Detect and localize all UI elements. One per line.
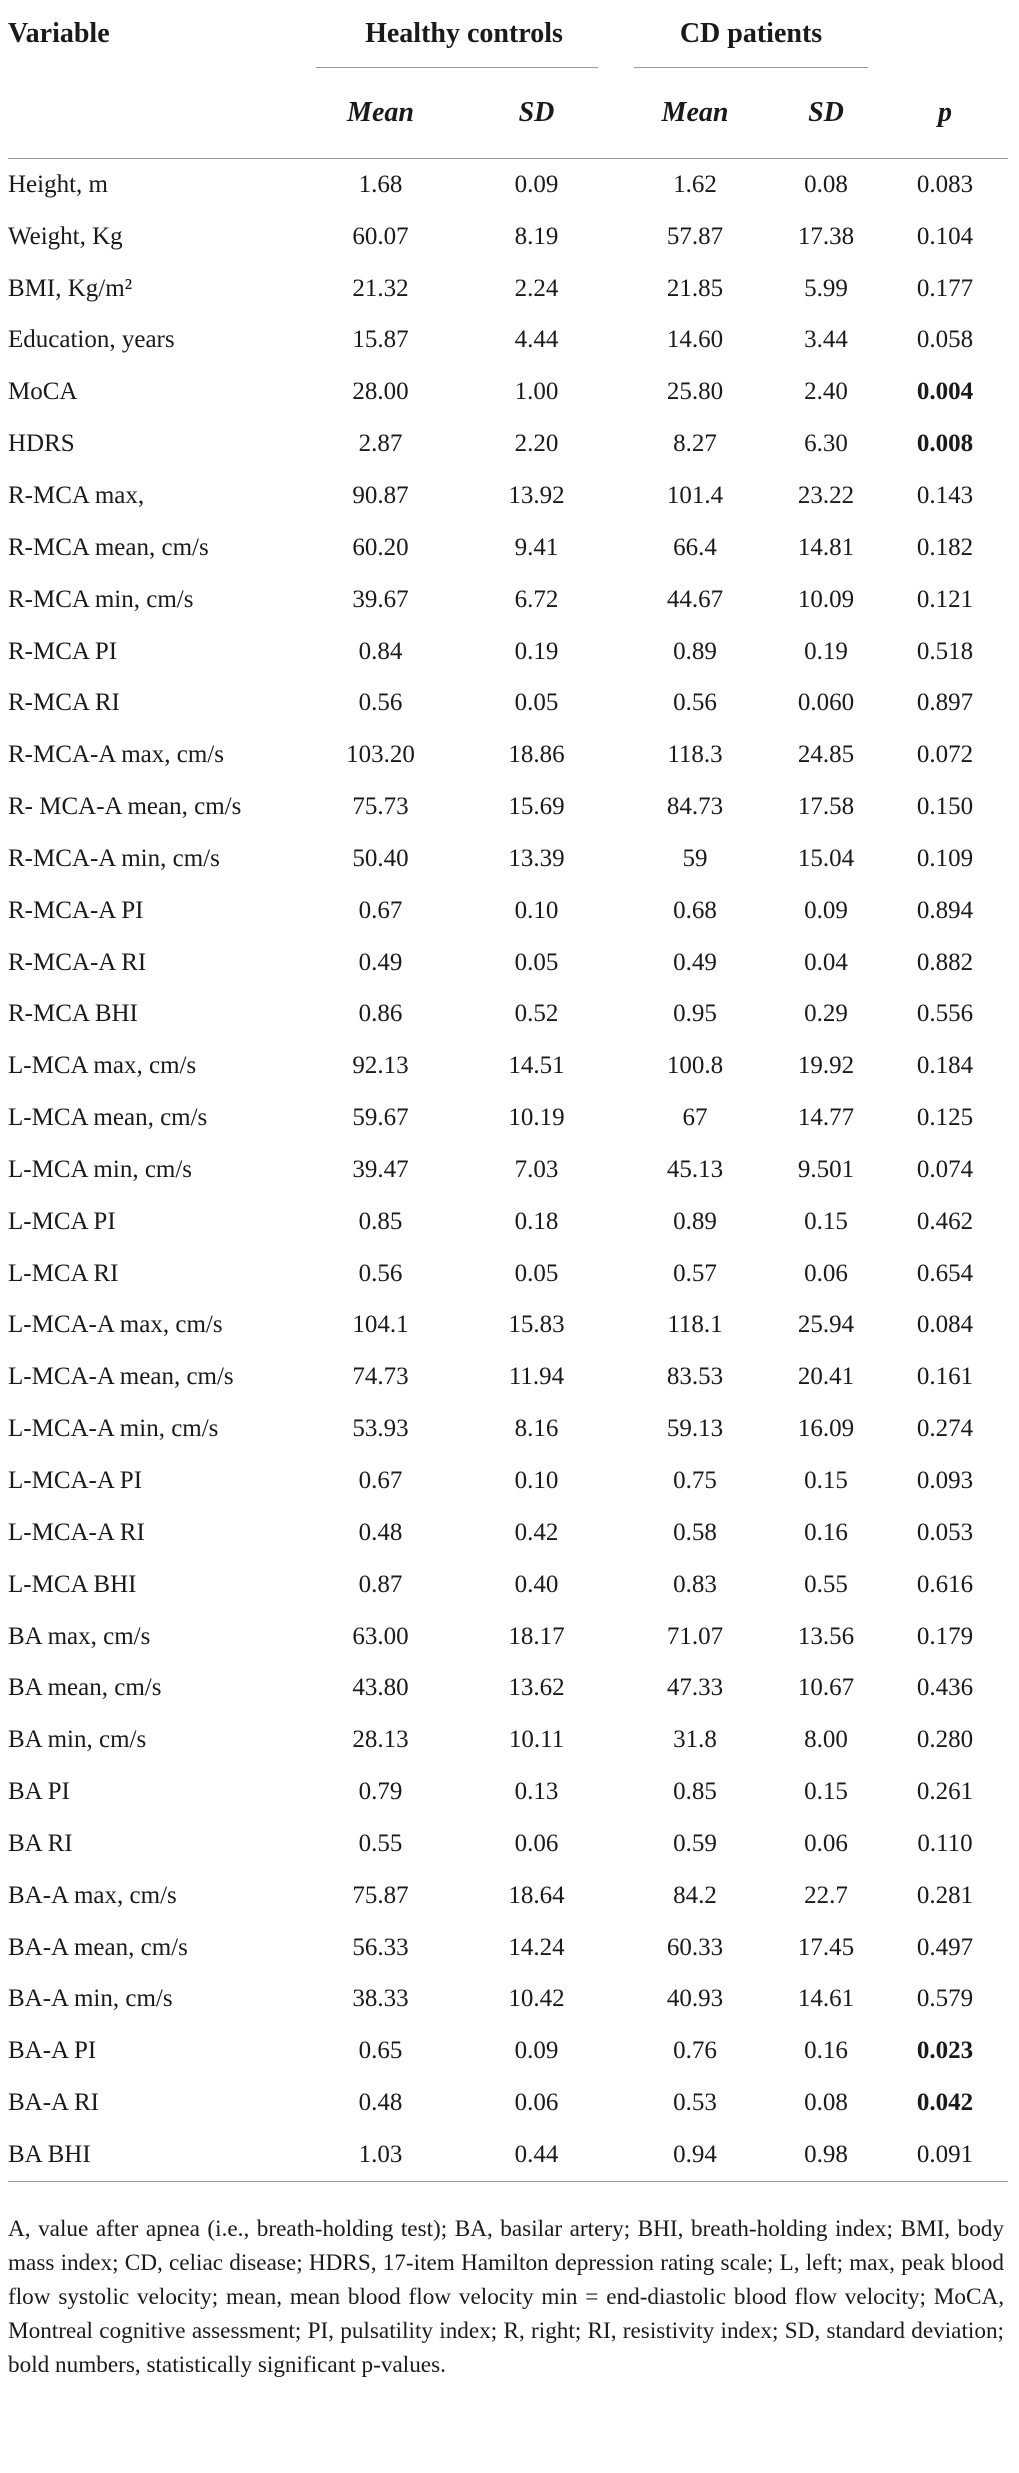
table-row [8, 1559, 1008, 1611]
cell-hc-mean: 104.1 [352, 1311, 409, 1339]
cell-hc-mean: 43.80 [352, 1674, 409, 1702]
cell-cd-mean: 14.60 [666, 326, 724, 354]
table-body [8, 159, 1008, 2182]
row-label: BA mean, cm/s [8, 1674, 162, 1702]
cell-hc-sd: 15.83 [508, 1311, 565, 1339]
cell-p-value: 0.177 [916, 274, 974, 302]
cell-cd-sd: 0.15 [804, 1207, 848, 1235]
cell-p-value: 0.121 [916, 585, 974, 613]
cell-cd-mean: 0.58 [673, 1518, 717, 1546]
table-row [8, 729, 1008, 781]
header-cd-patients [620, 0, 882, 68]
table-row [8, 833, 1008, 885]
cell-cd-mean: 59.13 [666, 1415, 724, 1443]
cell-cd-mean: 0.57 [673, 1259, 717, 1287]
row-label: BA-A min, cm/s [8, 1985, 173, 2013]
cell-p-value: 0.093 [916, 1467, 974, 1495]
cell-p-value: 0.462 [916, 1207, 974, 1235]
cell-p-value: 0.104 [916, 222, 974, 250]
cell-hc-sd: 10.42 [508, 1985, 565, 2013]
row-label: L-MCA-A mean, cm/s [8, 1363, 234, 1391]
table-row [8, 1818, 1008, 1870]
cell-cd-mean: 0.68 [673, 896, 717, 924]
header-row-groups [8, 0, 1008, 68]
cell-hc-sd: 9.41 [514, 533, 559, 561]
cell-p-value: 0.042 [916, 2089, 974, 2117]
cell-hc-mean: 0.56 [358, 1259, 403, 1287]
cell-cd-mean: 0.56 [673, 689, 717, 717]
row-label: R-MCA max, [8, 481, 145, 509]
cell-cd-sd: 14.77 [797, 1104, 855, 1132]
header-cd-patients-label: CD patients [679, 18, 823, 49]
cell-cd-mean: 40.93 [666, 1985, 724, 2013]
cell-hc-mean: 0.48 [358, 1518, 403, 1546]
cell-hc-mean: 92.13 [352, 1052, 409, 1080]
cell-hc-mean: 74.73 [352, 1363, 409, 1391]
cell-hc-mean: 21.32 [352, 274, 409, 302]
cell-cd-mean: 101.4 [666, 481, 724, 509]
cell-cd-mean: 71.07 [666, 1622, 724, 1650]
cell-p-value: 0.436 [916, 1674, 974, 1702]
row-label: BA-A max, cm/s [8, 1881, 177, 1909]
cell-p-value: 0.091 [882, 2129, 1008, 2181]
header-cd-mean: Mean [661, 97, 729, 128]
results-table [8, 0, 1008, 2182]
table-row [8, 677, 1008, 729]
cell-hc-mean: 0.85 [358, 1207, 403, 1235]
table-row [8, 1507, 1008, 1559]
row-label: R-MCA PI [8, 637, 118, 665]
row-label: MoCA [8, 378, 78, 406]
cell-hc-sd: 0.06 [514, 1829, 559, 1857]
cell-p-value: 0.579 [916, 1985, 974, 2013]
table-row [8, 1092, 1008, 1144]
cell-cd-sd: 14.81 [797, 533, 855, 561]
table-row [8, 1974, 1008, 2026]
cell-cd-sd: 10.67 [797, 1674, 855, 1702]
header-spacer [882, 0, 1008, 68]
table-row [8, 1300, 1008, 1352]
table-row [8, 1455, 1008, 1507]
cell-cd-mean: 67 [682, 1104, 708, 1132]
cell-hc-sd: 18.64 [508, 1881, 565, 1909]
table-row [8, 1040, 1008, 1092]
row-label: BA min, cm/s [8, 1726, 147, 1754]
cell-p-value: 0.518 [916, 637, 974, 665]
cell-cd-sd: 15.04 [797, 844, 855, 872]
cell-p-value: 0.083 [916, 170, 974, 198]
cell-p-value: 0.161 [916, 1363, 974, 1391]
cell-cd-sd: 0.08 [804, 2089, 848, 2117]
cell-cd-mean: 60.33 [666, 1933, 724, 1961]
cell-hc-sd: 15.69 [508, 793, 565, 821]
row-label: R-MCA RI [8, 689, 120, 717]
cell-hc-sd: 1.00 [514, 378, 559, 406]
cell-hc-sd: 0.09 [514, 2037, 559, 2065]
cell-cd-sd: 0.06 [804, 1829, 848, 1857]
cell-cd-mean: 0.85 [673, 1778, 717, 1806]
cell-cd-mean: 0.94 [620, 2129, 770, 2181]
cell-hc-mean: 15.87 [352, 326, 409, 354]
row-label: L-MCA mean, cm/s [8, 1104, 208, 1132]
row-label: R- MCA-A mean, cm/s [8, 793, 242, 821]
table-row [8, 522, 1008, 574]
table-row [8, 2129, 1008, 2181]
cell-hc-mean: 0.67 [358, 1467, 403, 1495]
cell-hc-mean: 60.07 [352, 222, 409, 250]
table-row [8, 263, 1008, 315]
cell-hc-sd: 0.13 [514, 1778, 559, 1806]
table-row [8, 470, 1008, 522]
cell-p-value: 0.894 [916, 896, 974, 924]
cell-hc-sd: 0.40 [514, 1570, 559, 1598]
cell-cd-mean: 83.53 [666, 1363, 724, 1391]
cell-cd-sd: 2.40 [804, 378, 848, 406]
cell-hc-mean: 1.68 [358, 170, 403, 198]
table-row [8, 211, 1008, 263]
cell-hc-mean: 90.87 [352, 481, 409, 509]
cell-p-value: 0.274 [916, 1415, 974, 1443]
cell-cd-mean: 31.8 [673, 1726, 717, 1754]
header-p: p [938, 97, 952, 128]
table-row [8, 989, 1008, 1041]
cell-cd-mean: 0.53 [673, 2089, 717, 2117]
cell-hc-sd: 13.92 [508, 481, 565, 509]
cell-hc-sd: 0.52 [514, 1000, 559, 1028]
cell-cd-sd: 10.09 [797, 585, 855, 613]
cell-cd-sd: 17.45 [797, 1933, 855, 1961]
table-row [8, 1196, 1008, 1248]
table-row [8, 1766, 1008, 1818]
table-header [8, 0, 1008, 159]
table-row [8, 781, 1008, 833]
cell-hc-mean: 0.56 [358, 689, 403, 717]
cell-hc-mean: 75.73 [352, 793, 409, 821]
cell-cd-sd: 14.61 [797, 1985, 855, 2013]
cell-cd-mean: 8.27 [673, 430, 717, 458]
row-label: HDRS [8, 430, 75, 458]
table-row [8, 1144, 1008, 1196]
header-healthy-controls [308, 0, 620, 68]
row-label: L-MCA min, cm/s [8, 1155, 193, 1183]
cell-hc-sd: 10.11 [508, 1726, 565, 1754]
cell-hc-sd: 4.44 [514, 326, 559, 354]
cell-cd-sd: 13.56 [797, 1622, 855, 1650]
row-label: L-MCA-A RI [8, 1518, 145, 1546]
cell-p-value: 0.053 [916, 1518, 974, 1546]
table-footnote: A, value after apnea (i.e., breath-holding test); BA, basilar artery; BHI, breath-holding index; BMI, body mass index; CD, celiac disease; HDRS, 17-item Hamilton depression rating scale; L, left; max, peak blood flow systolic velocity; mean, mean blood flow velocity min = end-diastolic blood flow velocity; MoCA, Montreal cognitive assessment; PI, pulsatility index; R, right; RI, resistivity index; SD, standard deviation; bold numbers, statistically significant p-values. [8, 2216, 1004, 2378]
cell-hc-sd: 0.05 [514, 948, 559, 976]
cell-cd-mean: 0.49 [673, 948, 717, 976]
row-label: R-MCA-A RI [8, 948, 147, 976]
cell-hc-sd: 0.18 [514, 1207, 559, 1235]
cell-p-value: 0.897 [916, 689, 974, 717]
cell-hc-sd: 10.19 [508, 1104, 565, 1132]
row-label: BA RI [8, 1829, 73, 1857]
cell-cd-mean: 0.59 [673, 1829, 717, 1857]
cell-p-value: 0.556 [916, 1000, 974, 1028]
cell-cd-mean: 0.95 [673, 1000, 717, 1028]
table-row [8, 2077, 1008, 2129]
cell-hc-mean: 0.86 [358, 1000, 403, 1028]
row-label: R-MCA-A min, cm/s [8, 844, 220, 872]
cell-hc-mean: 28.00 [352, 378, 409, 406]
row-label: Height, m [8, 170, 108, 198]
row-label: L-MCA-A min, cm/s [8, 1415, 219, 1443]
cell-cd-sd: 20.41 [797, 1363, 855, 1391]
group-underline [316, 67, 598, 68]
cell-cd-mean: 66.4 [673, 533, 717, 561]
cell-p-value: 0.008 [916, 430, 974, 458]
table-row [8, 2025, 1008, 2077]
row-label: BA-A mean, cm/s [8, 1933, 188, 1961]
cell-cd-sd: 6.30 [804, 430, 848, 458]
table-row [8, 1922, 1008, 1974]
cell-cd-sd: 17.38 [797, 222, 855, 250]
cell-cd-sd: 0.19 [804, 637, 848, 665]
table-row [8, 1870, 1008, 1922]
row-label: BA-A RI [8, 2089, 99, 2117]
cell-hc-mean: 0.84 [358, 637, 403, 665]
cell-cd-mean: 0.75 [673, 1467, 717, 1495]
cell-cd-mean: 44.67 [666, 585, 724, 613]
cell-hc-mean: 60.20 [352, 533, 409, 561]
cell-hc-mean: 28.13 [352, 1726, 409, 1754]
row-label: R-MCA mean, cm/s [8, 533, 209, 561]
row-label: R-MCA-A max, cm/s [8, 741, 224, 769]
table-row [8, 159, 1008, 211]
cell-hc-sd: 6.72 [514, 585, 559, 613]
cell-p-value: 0.882 [916, 948, 974, 976]
cell-cd-sd: 0.98 [770, 2129, 882, 2181]
cell-hc-mean: 2.87 [358, 430, 403, 458]
cell-cd-sd: 0.06 [804, 1259, 848, 1287]
cell-cd-sd: 0.04 [804, 948, 848, 976]
cell-p-value: 0.150 [916, 793, 974, 821]
cell-p-value: 0.023 [916, 2037, 974, 2065]
cell-hc-sd: 8.16 [514, 1415, 559, 1443]
cell-hc-sd: 13.39 [508, 844, 565, 872]
cell-p-value: 0.109 [916, 844, 974, 872]
cell-cd-mean: 47.33 [666, 1674, 724, 1702]
row-label: L-MCA max, cm/s [8, 1052, 197, 1080]
cell-hc-sd: 14.24 [508, 1933, 565, 1961]
cell-p-value: 0.497 [916, 1933, 974, 1961]
table-row [8, 574, 1008, 626]
cell-cd-mean: 84.2 [673, 1881, 717, 1909]
cell-cd-mean: 57.87 [666, 222, 724, 250]
table-row [8, 1714, 1008, 1766]
cell-cd-mean: 0.89 [673, 637, 717, 665]
cell-cd-mean: 84.73 [666, 793, 724, 821]
row-label: BMI, Kg/m² [8, 274, 133, 302]
row-label: BA PI [8, 1778, 70, 1806]
table-row [8, 937, 1008, 989]
table-row [8, 418, 1008, 470]
cell-hc-mean: 59.67 [352, 1104, 409, 1132]
cell-cd-sd: 17.58 [797, 793, 855, 821]
cell-cd-sd: 16.09 [797, 1415, 855, 1443]
cell-cd-mean: 1.62 [673, 170, 717, 198]
table-row [8, 315, 1008, 367]
cell-hc-mean: 53.93 [352, 1415, 409, 1443]
table-row [8, 1403, 1008, 1455]
cell-p-value: 0.058 [916, 326, 974, 354]
cell-hc-mean: 0.48 [358, 2089, 403, 2117]
cell-cd-mean: 25.80 [666, 378, 724, 406]
cell-p-value: 0.654 [916, 1259, 974, 1287]
cell-cd-mean: 59 [682, 844, 708, 872]
cell-cd-mean: 0.89 [673, 1207, 717, 1235]
cell-cd-sd: 0.15 [804, 1778, 848, 1806]
table-row [8, 1611, 1008, 1663]
cell-cd-sd: 3.44 [804, 326, 848, 354]
cell-p-value: 0.110 [917, 1829, 973, 1857]
cell-cd-sd: 23.22 [797, 481, 855, 509]
table-row [8, 885, 1008, 937]
row-label: L-MCA-A max, cm/s [8, 1311, 223, 1339]
cell-hc-sd: 0.10 [514, 896, 559, 924]
cell-hc-sd: 2.20 [514, 430, 559, 458]
header-variable: Variable [8, 18, 110, 49]
cell-p-value: 0.084 [916, 1311, 974, 1339]
header-empty [8, 68, 308, 159]
cell-cd-sd: 0.16 [804, 1518, 848, 1546]
cell-p-value: 0.125 [916, 1104, 974, 1132]
cell-hc-sd: 0.19 [514, 637, 559, 665]
cell-cd-sd: 0.29 [804, 1000, 848, 1028]
cell-cd-sd: 0.16 [804, 2037, 848, 2065]
cell-hc-sd: 18.86 [508, 741, 565, 769]
cell-hc-mean: 1.03 [308, 2129, 453, 2181]
cell-hc-mean: 56.33 [352, 1933, 409, 1961]
row-label: Weight, Kg [8, 222, 123, 250]
cell-hc-sd: 0.05 [514, 1259, 559, 1287]
header-hc-mean: Mean [347, 97, 414, 128]
cell-hc-sd: 11.94 [508, 1363, 565, 1391]
row-label: L-MCA-A PI [8, 1467, 143, 1495]
cell-hc-mean: 63.00 [352, 1622, 409, 1650]
header-row-stats [8, 68, 1008, 159]
cell-hc-sd: 2.24 [514, 274, 559, 302]
row-label: BA-A PI [8, 2037, 97, 2065]
cell-p-value: 0.179 [916, 1622, 974, 1650]
header-cd-sd: SD [808, 97, 844, 128]
cell-hc-mean: 0.79 [358, 1778, 403, 1806]
cell-hc-mean: 103.20 [346, 741, 415, 769]
table-row [8, 366, 1008, 418]
row-label: Education, years [8, 326, 175, 354]
cell-p-value: 0.261 [916, 1778, 974, 1806]
cell-hc-sd: 14.51 [508, 1052, 565, 1080]
cell-p-value: 0.143 [916, 481, 974, 509]
cell-hc-mean: 38.33 [352, 1985, 409, 2013]
cell-hc-mean: 39.67 [352, 585, 409, 613]
row-label: R-MCA min, cm/s [8, 585, 194, 613]
cell-p-value: 0.004 [916, 378, 974, 406]
cell-cd-sd: 0.060 [797, 689, 855, 717]
cell-cd-mean: 118.3 [667, 741, 723, 769]
cell-cd-sd: 8.00 [804, 1726, 848, 1754]
row-label: L-MCA RI [8, 1259, 119, 1287]
cell-hc-mean: 75.87 [352, 1881, 409, 1909]
cell-p-value: 0.074 [916, 1155, 974, 1183]
cell-hc-mean: 0.65 [358, 2037, 403, 2065]
cell-cd-mean: 100.8 [666, 1052, 724, 1080]
cell-hc-sd: 0.42 [514, 1518, 559, 1546]
header-hc-sd: SD [518, 97, 555, 128]
cell-hc-mean: 0.55 [358, 1829, 403, 1857]
row-label: L-MCA BHI [8, 1570, 137, 1598]
cell-hc-sd: 8.19 [514, 222, 559, 250]
row-label: L-MCA PI [8, 1207, 116, 1235]
cell-cd-sd: 19.92 [797, 1052, 855, 1080]
cell-cd-sd: 24.85 [797, 741, 855, 769]
row-label: BA BHI [8, 2129, 308, 2181]
cell-hc-mean: 39.47 [352, 1155, 409, 1183]
cell-hc-sd: 18.17 [508, 1622, 565, 1650]
cell-cd-sd: 0.09 [804, 896, 848, 924]
cell-hc-sd: 0.44 [453, 2129, 620, 2181]
row-label: BA max, cm/s [8, 1622, 151, 1650]
cell-hc-sd: 7.03 [514, 1155, 559, 1183]
cell-cd-mean: 45.13 [666, 1155, 724, 1183]
table-row [8, 1248, 1008, 1300]
cell-hc-sd: 0.05 [514, 689, 559, 717]
cell-hc-sd: 13.62 [508, 1674, 565, 1702]
cell-p-value: 0.182 [916, 533, 974, 561]
cell-p-value: 0.280 [916, 1726, 974, 1754]
row-label: R-MCA-A PI [8, 896, 144, 924]
cell-cd-sd: 5.99 [804, 274, 848, 302]
group-underline [634, 67, 868, 68]
cell-cd-mean: 0.83 [673, 1570, 717, 1598]
cell-cd-mean: 21.85 [666, 274, 724, 302]
cell-cd-sd: 25.94 [797, 1311, 855, 1339]
cell-cd-sd: 0.08 [804, 170, 848, 198]
cell-cd-sd: 9.501 [797, 1155, 855, 1183]
table-row [8, 1662, 1008, 1714]
cell-hc-sd: 0.06 [514, 2089, 559, 2117]
cell-p-value: 0.616 [916, 1570, 974, 1598]
cell-cd-sd: 0.55 [804, 1570, 848, 1598]
cell-hc-sd: 0.09 [514, 170, 559, 198]
row-label: R-MCA BHI [8, 1000, 138, 1028]
cell-p-value: 0.281 [916, 1881, 974, 1909]
cell-hc-mean: 0.87 [358, 1570, 403, 1598]
cell-hc-sd: 0.10 [514, 1467, 559, 1495]
table-row [8, 1351, 1008, 1403]
cell-hc-mean: 0.67 [358, 896, 403, 924]
header-healthy-controls-label: Healthy controls [365, 18, 563, 49]
table-row [8, 626, 1008, 678]
cell-hc-mean: 50.40 [352, 844, 409, 872]
cell-p-value: 0.184 [916, 1052, 974, 1080]
cell-hc-mean: 0.49 [358, 948, 403, 976]
cell-cd-sd: 22.7 [804, 1881, 848, 1909]
cell-cd-mean: 0.76 [673, 2037, 717, 2065]
cell-cd-mean: 118.1 [667, 1311, 723, 1339]
cell-p-value: 0.072 [916, 741, 974, 769]
cell-cd-sd: 0.15 [804, 1467, 848, 1495]
